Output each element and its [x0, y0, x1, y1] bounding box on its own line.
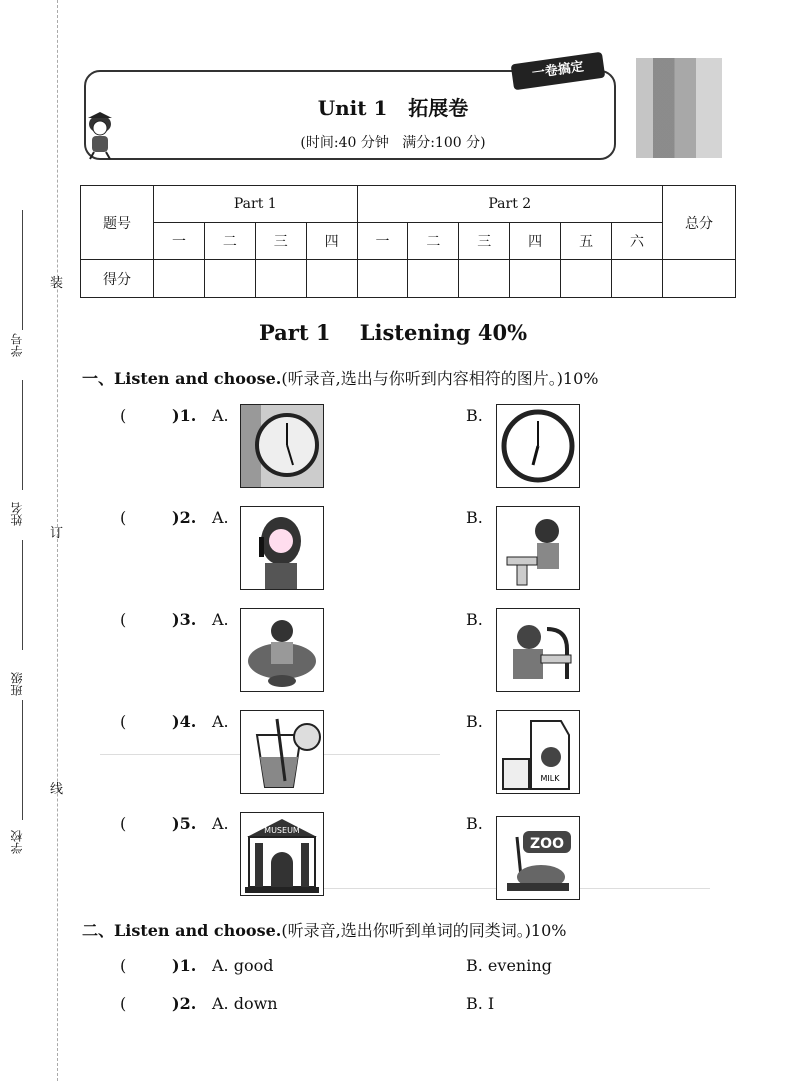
part2-col: 五: [561, 223, 612, 260]
binding-char-ding: 订: [50, 526, 64, 541]
option-b-label: B.: [466, 814, 483, 833]
question-number-header: 题号: [81, 186, 154, 260]
question-number: )3.: [172, 610, 197, 629]
option-a-label: A.: [212, 508, 229, 527]
wall-clock-photo-icon[interactable]: [240, 404, 324, 488]
binding-char-zhuang: 装: [50, 276, 64, 291]
option-b-label: B.: [466, 712, 483, 731]
option-a-text: A. good: [212, 956, 274, 975]
option-b-label: B.: [466, 406, 483, 425]
part1-title: Part 1 Listening 40%: [258, 320, 528, 345]
answer-paren[interactable]: (: [120, 814, 127, 833]
part1-header: Part 1: [154, 186, 358, 223]
part2-col: 一: [357, 223, 408, 260]
part2-col: 三: [459, 223, 510, 260]
score-cell[interactable]: [459, 260, 510, 298]
clock-icon[interactable]: [496, 404, 580, 488]
question-number: )2.: [172, 994, 197, 1013]
score-cell[interactable]: [612, 260, 663, 298]
zoo-sign: ZOO: [530, 836, 564, 852]
milk-label: MILK: [540, 774, 560, 783]
zoo-icon[interactable]: [496, 816, 580, 900]
total-score-cell[interactable]: [663, 260, 736, 298]
student-id-blank[interactable]: [22, 210, 23, 330]
section1-heading: 一、Listen and choose.: [82, 369, 282, 388]
score-cell[interactable]: [357, 260, 408, 298]
question-number: )4.: [172, 712, 197, 731]
museum-sign: MUSEUM: [264, 826, 300, 835]
section2-heading: 二、Listen and choose.: [82, 921, 282, 940]
score-row-label: 得分: [81, 260, 154, 298]
option-b-label: B.: [466, 508, 483, 527]
score-table: [80, 185, 736, 298]
part2-col: 四: [510, 223, 561, 260]
option-a-text: A. down: [212, 994, 278, 1013]
answer-paren[interactable]: (: [120, 994, 127, 1013]
total-header: 总分: [663, 186, 736, 260]
student-id-label: 学号: [10, 333, 24, 357]
part1-col: 四: [306, 223, 357, 260]
school-label: 学校: [10, 830, 24, 854]
class-label: 班级: [10, 672, 24, 696]
school-blank[interactable]: [22, 700, 23, 820]
option-a-label: A.: [212, 610, 229, 629]
option-a-label: A.: [212, 406, 229, 425]
score-cell[interactable]: [510, 260, 561, 298]
question-number: )2.: [172, 508, 197, 527]
part2-col: 二: [408, 223, 459, 260]
answer-paren[interactable]: (: [120, 956, 127, 975]
class-blank[interactable]: [22, 540, 23, 650]
question-number: )1.: [172, 956, 197, 975]
part2-col: 六: [612, 223, 663, 260]
part1-col: 一: [154, 223, 205, 260]
option-a-label: A.: [212, 814, 229, 833]
section1-instruction: (听录音,选出与你听到内容相符的图片。)10%: [281, 369, 599, 388]
girl-combing-hair-icon[interactable]: [240, 506, 324, 590]
answer-paren[interactable]: (: [120, 610, 127, 629]
section2-instruction: (听录音,选出你听到单词的同类词。)10%: [281, 921, 567, 940]
brand-badge: 一卷搞定: [511, 52, 606, 91]
answer-paren[interactable]: (: [120, 406, 127, 425]
option-b-label: B.: [466, 610, 483, 629]
part1-col: 三: [255, 223, 306, 260]
score-cell[interactable]: [408, 260, 459, 298]
page-subtitle: (时间:40 分钟 满分:100 分): [300, 135, 486, 151]
option-a-label: A.: [212, 712, 229, 731]
boy-washing-face-icon[interactable]: [496, 506, 580, 590]
girl-washing-face-icon[interactable]: [496, 608, 580, 692]
score-cell[interactable]: [561, 260, 612, 298]
option-b-text: B. I: [466, 994, 495, 1013]
page-title: Unit 1 拓展卷: [317, 96, 469, 120]
section1-title: [82, 366, 599, 389]
museum-icon[interactable]: [240, 812, 324, 896]
part2-header: Part 2: [357, 186, 662, 223]
answer-paren[interactable]: (: [120, 508, 127, 527]
question-number: )5.: [172, 814, 197, 833]
answer-paren[interactable]: (: [120, 712, 127, 731]
option-b-text: B. evening: [466, 956, 552, 975]
score-cell[interactable]: [204, 260, 255, 298]
section2-title: [82, 918, 567, 941]
binding-char-xian: 线: [50, 782, 64, 797]
score-cell[interactable]: [154, 260, 205, 298]
name-blank[interactable]: [22, 380, 23, 490]
score-cell[interactable]: [255, 260, 306, 298]
boy-sitting-icon[interactable]: [240, 608, 324, 692]
juice-glass-icon[interactable]: [240, 710, 324, 794]
score-cell[interactable]: [306, 260, 357, 298]
question-number: )1.: [172, 406, 197, 425]
milk-carton-icon[interactable]: [496, 710, 580, 794]
part1-col: 二: [204, 223, 255, 260]
name-label: 姓名: [10, 502, 24, 526]
